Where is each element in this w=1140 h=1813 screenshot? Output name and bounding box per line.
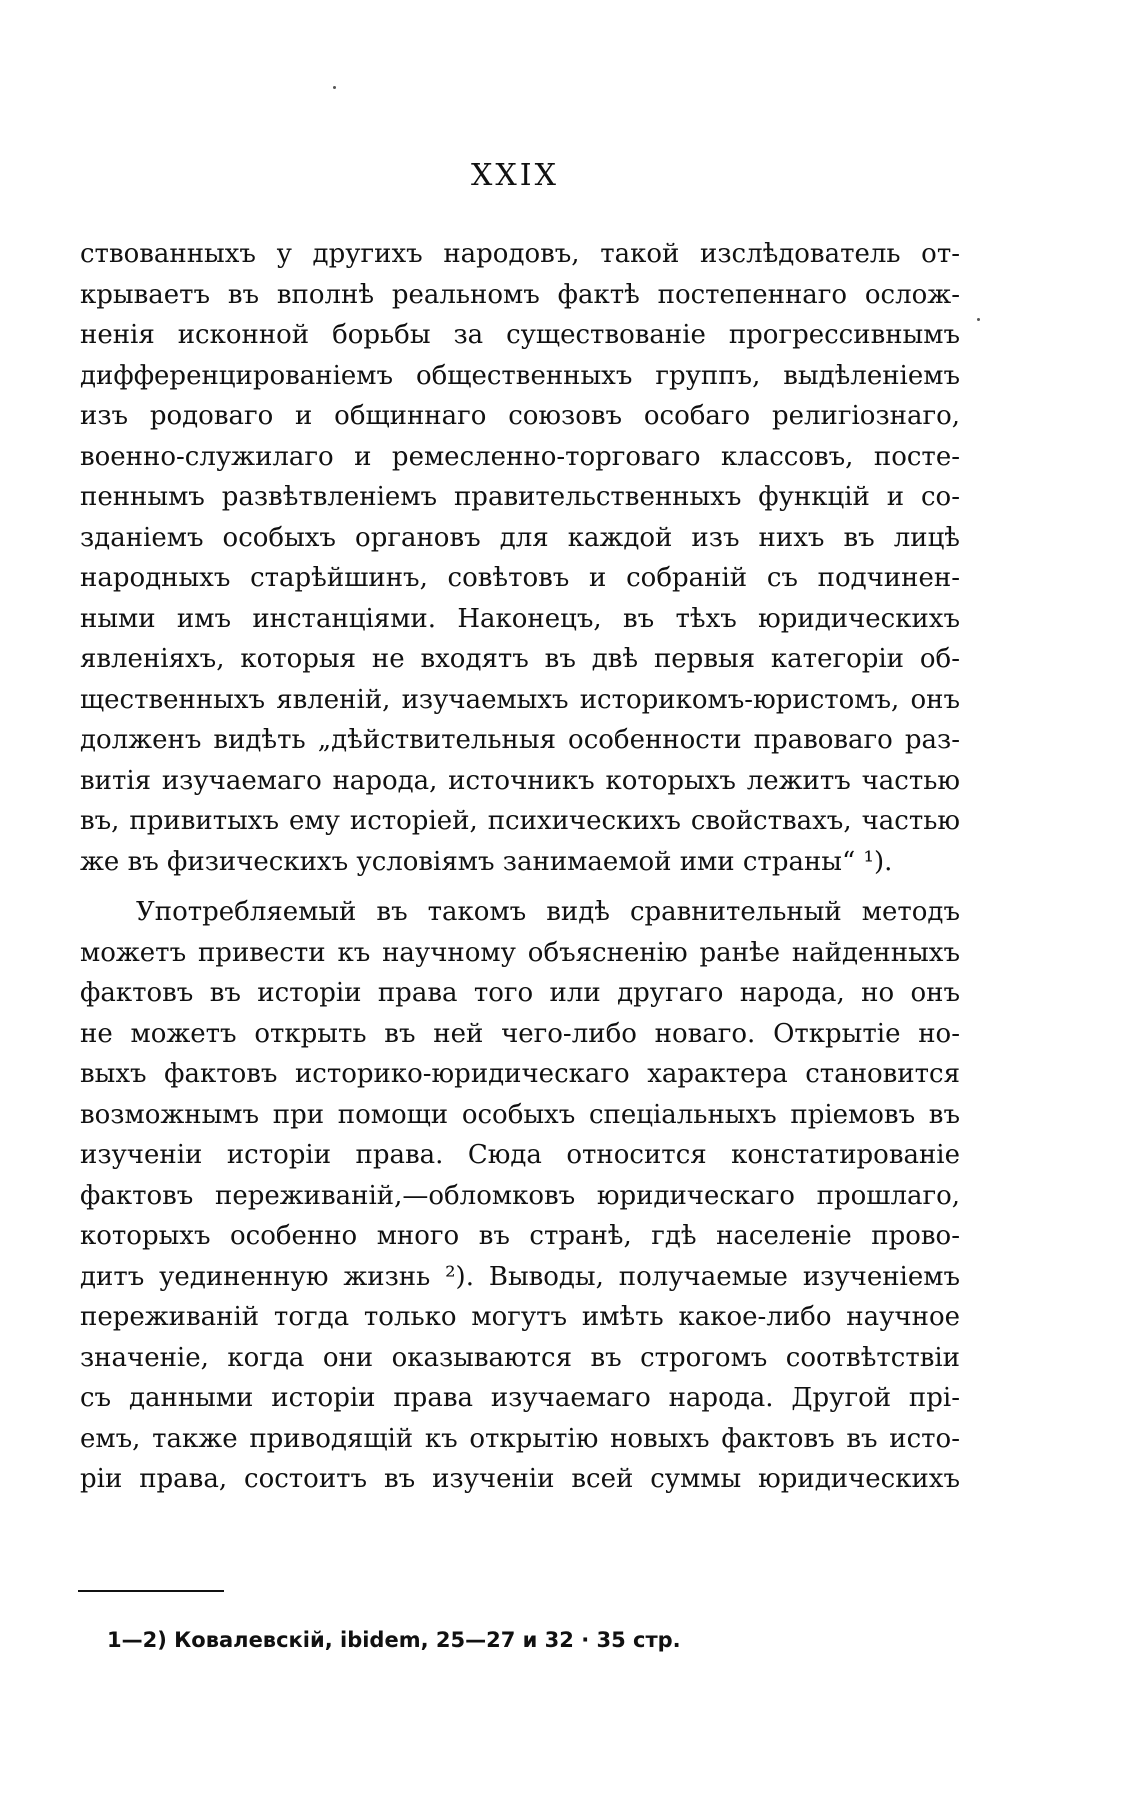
text-line: ствованныхъ у другихъ народовъ, такой изслѣдователь от-: [80, 239, 960, 269]
text-line: дитъ уединенную жизнь ²). Выводы, получаемые изученіемъ: [80, 1261, 960, 1292]
text-line: переживаній тогда только могутъ имѣть какое-либо научное: [80, 1302, 960, 1332]
text-line: возможнымъ при помощи особыхъ спеціальныхъ пріемовъ въ: [80, 1099, 960, 1130]
text-line: народныхъ старѣйшинъ, совѣтовъ и собраній съ подчинен-: [80, 563, 960, 593]
text-line: выхъ фактовъ историко-юридическаго характера становится: [80, 1059, 960, 1089]
scan-speck: [977, 318, 980, 321]
text-line: которыхъ особенно много въ странѣ, гдѣ населеніе прово-: [80, 1221, 960, 1251]
text-line: ріи права, состоитъ въ изученіи всей суммы юридическихъ: [80, 1464, 960, 1494]
text-line: витія изучаемаго народа, источникъ которыхъ лежитъ частью: [80, 765, 960, 796]
scan-speck: [333, 86, 336, 89]
text-line: пеннымъ развѣтвленіемъ правительственныхъ функцій и со-: [80, 482, 960, 512]
text-line: ными имъ инстанціями. Наконецъ, въ тѣхъ юридическихъ: [80, 603, 960, 634]
text-line: военно-служилаго и ремесленно-торговаго классовъ, посте-: [80, 441, 960, 472]
text-line: ненія исконной борьбы за существованіе прогрессивнымъ: [80, 320, 960, 350]
text-line: изученіи исторіи права. Сюда относится констатированіе: [80, 1140, 960, 1170]
text-line: зданіемъ особыхъ органовъ для каждой изъ нихъ въ лицѣ: [80, 522, 960, 553]
text-line: Употребляемый въ такомъ видѣ сравнительный методъ: [136, 897, 960, 927]
text-line: фактовъ въ исторіи права того или другаго народа, но онъ: [80, 978, 960, 1008]
text-line: изъ родоваго и общиннаго союзовъ особаго религіознаго,: [80, 401, 960, 431]
text-line: же въ физическихъ условіямъ занимаемой ими страны“ ¹).: [80, 846, 893, 877]
page-number: XXIX: [471, 158, 559, 193]
text-line: дифференцированіемъ общественныхъ группъ, выдѣленіемъ: [80, 360, 960, 391]
text-line: долженъ видѣть „дѣйствительныя особенности правоваго раз-: [80, 725, 960, 755]
text-line: въ, привитыхъ ему исторіей, психическихъ свойствахъ, частью: [80, 806, 960, 836]
footnote: 1—2) Ковалевскій, ibidem, 25—27 и 32 · 35 стр.: [107, 1628, 681, 1652]
footnote-divider: [78, 1590, 224, 1592]
paragraph-gap: [80, 882, 960, 892]
paragraph-2: [80, 892, 960, 1500]
text-line: значеніе, когда они оказываются въ строгомъ соотвѣтствіи: [80, 1342, 960, 1373]
text-line: съ данными исторіи права изучаемаго народа. Другой прі-: [80, 1383, 960, 1413]
text-line: не можетъ открыть въ ней чего-либо новаго. Открытіе но-: [80, 1018, 960, 1049]
text-line: емъ, также приводящій къ открытію новыхъ фактовъ въ исто-: [80, 1423, 960, 1454]
text-line: явленіяхъ, которыя не входятъ въ двѣ первыя категоріи об-: [80, 644, 960, 674]
text-line: можетъ привести къ научному объясненію ранѣе найденныхъ: [80, 937, 960, 968]
text-line: крываетъ въ вполнѣ реальномъ фактѣ постепеннаго ослож-: [80, 279, 960, 310]
paragraph-1: [80, 234, 960, 882]
text-line: щественныхъ явленій, изучаемыхъ историкомъ-юристомъ, онъ: [80, 684, 960, 715]
body-text: [80, 234, 960, 1500]
text-line: фактовъ переживаній,—обломковъ юридическаго прошлаго,: [80, 1180, 960, 1211]
